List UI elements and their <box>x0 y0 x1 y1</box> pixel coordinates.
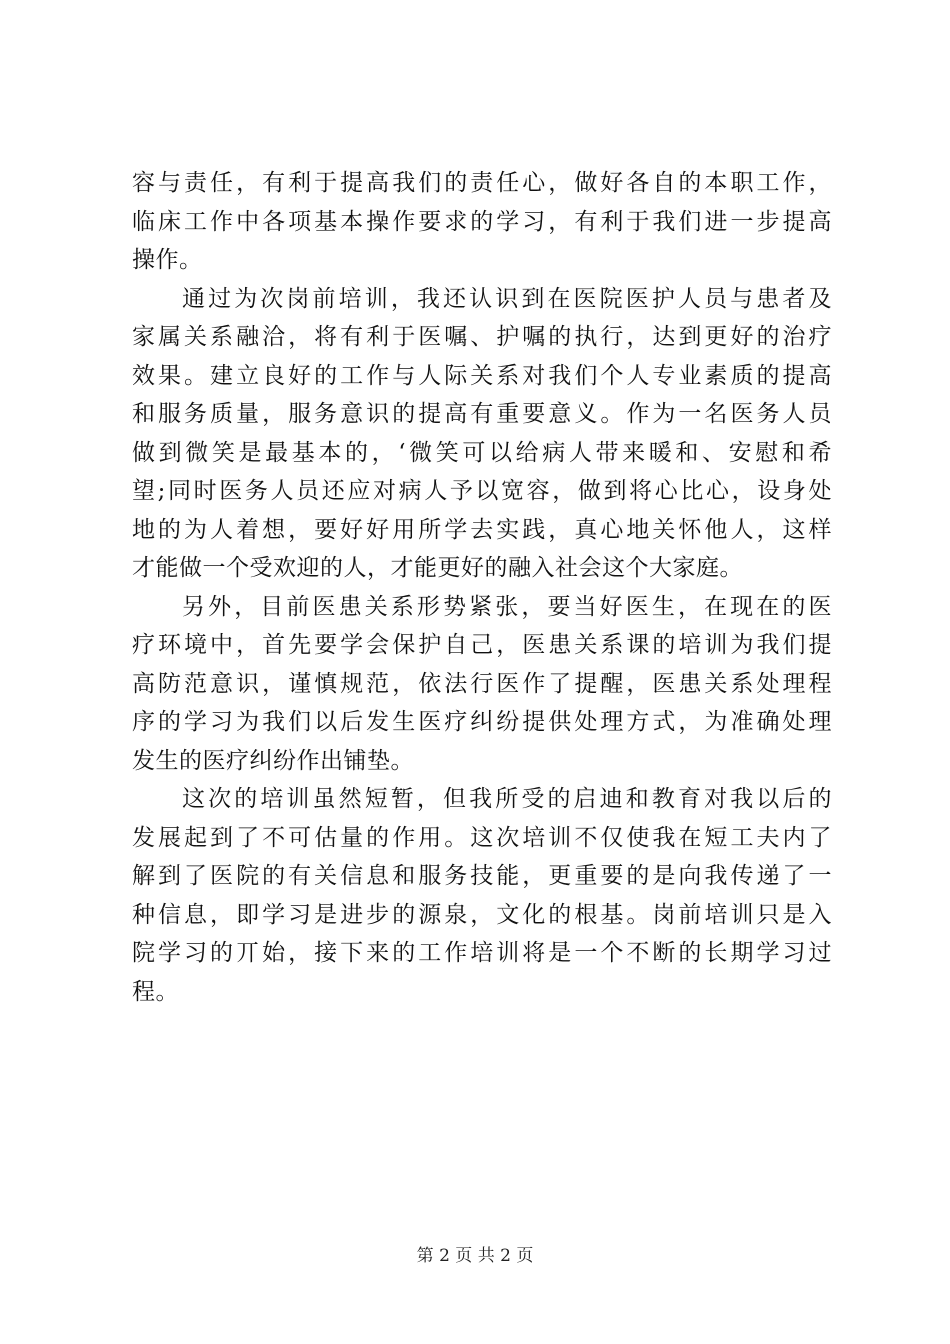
text-line: 序的学习为我们以后发生医疗纠纷提供处理方式，为准确处理 <box>132 709 832 735</box>
text-line: 操作。 <box>132 247 203 273</box>
text-line: 高防范意识，谨慎规范，依法行医作了提醒，医患关系处理程 <box>132 670 832 697</box>
text-line: 效果。建立良好的工作与人际关系对我们个人专业素质的提高 <box>132 362 832 389</box>
text-line: 这次的培训虽然短暂，但我所受的启迪和教育对我以后的 <box>182 786 832 812</box>
text-line: 疗环境中，首先要学会保护自己，医患关系课的培训为我们提 <box>132 632 832 658</box>
text-line: 种信息，即学习是进步的源泉，文化的根基。岗前培训只是入 <box>132 901 832 928</box>
text-line: 临床工作中各项基本操作要求的学习，有利于我们进一步提高 <box>132 208 832 235</box>
text-line: 和服务质量，服务意识的提高有重要意义。作为一名医务人员 <box>132 401 832 427</box>
text-line: 地的为人着想，要好好用所学去实践，真心地关怀他人，这样 <box>132 516 832 543</box>
text-line: 解到了医院的有关信息和服务技能，更重要的是向我传递了一 <box>132 863 832 889</box>
page-footer: 第 2 页 共 2 页 <box>416 1246 534 1266</box>
text-line: 容与责任，有利于提高我们的责任心，做好各自的本职工作， <box>132 170 832 196</box>
text-line: 发生的医疗纠纷作出铺垫。 <box>132 747 414 774</box>
text-line: 才能做一个受欢迎的人，才能更好的融入社会这个大家庭。 <box>132 555 743 581</box>
text-line: 家属关系融洽，将有利于医嘱、护嘱的执行，达到更好的治疗 <box>132 324 832 350</box>
text-line: 望;同时医务人员还应对病人予以宽容，做到将心比心，设身处 <box>132 478 832 504</box>
text-line: 程。 <box>132 978 179 1005</box>
text-line: 另外，目前医患关系形势紧张，要当好医生，在现在的医 <box>182 593 832 620</box>
body-text <box>132 164 832 1011</box>
text-line: 院学习的丌始，接下来的工作培训将是一个不断的长期学习过 <box>132 940 832 966</box>
text-line: 通过为次岗前培训，我还认识到在医院医护人员与患者及 <box>182 285 832 312</box>
text-line: 做到微笑是最基本的，‘微笑可以给病人带来暖和、安慰和希 <box>132 439 832 466</box>
text-line: 发展起到了不可估量的作用。这次培训不仅使我在短工夫内了 <box>132 824 832 851</box>
